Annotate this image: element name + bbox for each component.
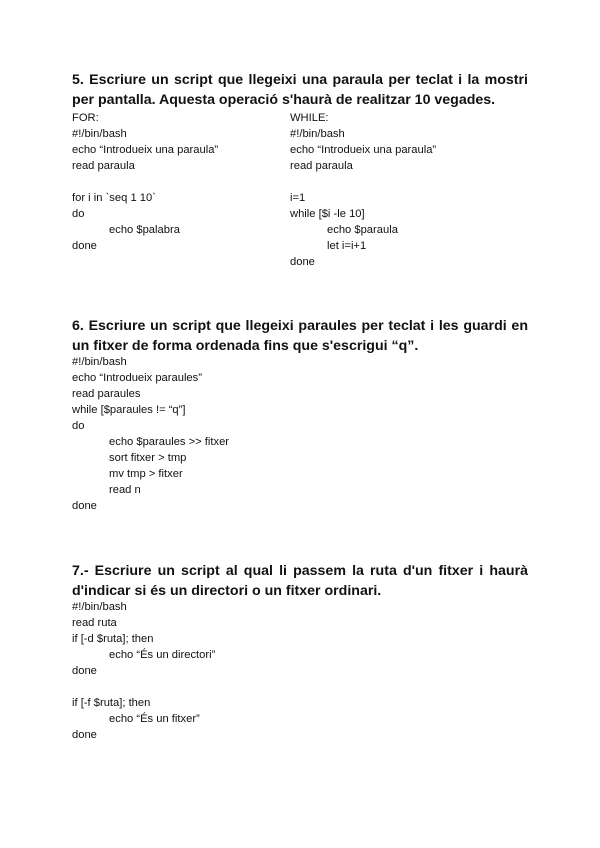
code-line: #!/bin/bash bbox=[72, 356, 127, 368]
code-line: sort fitxer > tmp bbox=[109, 452, 187, 464]
code-line: i=1 bbox=[290, 192, 306, 204]
code-line bbox=[72, 679, 215, 695]
for-script-block bbox=[72, 126, 218, 254]
code-line: read ruta bbox=[72, 617, 117, 629]
code-line: done bbox=[290, 256, 315, 268]
while-label: WHILE: bbox=[290, 112, 329, 124]
code-line: read paraules bbox=[72, 388, 141, 400]
code-line: mv tmp > fitxer bbox=[109, 468, 183, 480]
code-line: read paraula bbox=[290, 160, 353, 172]
exercise-5-heading: 5. Escriure un script que llegeixi una paraula per teclat i la mostri per pantalla. Aquesta operació s'haurà de realitzar 10 vegades. bbox=[72, 72, 528, 108]
code-line: #!/bin/bash bbox=[290, 128, 345, 140]
exercise-7-heading: 7.- Escriure un script al qual li passem la ruta d'un fitxer i haurà d'indicar si és un directori o un fitxer ordinari. bbox=[72, 563, 528, 599]
code-line: echo $palabra bbox=[109, 224, 180, 236]
for-label: FOR: bbox=[72, 112, 99, 124]
code-line: read paraula bbox=[72, 160, 135, 172]
code-line: if [-f $ruta]; then bbox=[72, 697, 151, 709]
code-line: #!/bin/bash bbox=[72, 601, 127, 613]
exercise-6-heading: 6. Escriure un script que llegeixi paraules per teclat i les guardi en un fitxer de forma ordenada fins que s'escrigui “q”. bbox=[72, 318, 528, 354]
code-line: echo “Introdueix una paraula” bbox=[290, 144, 437, 156]
code-line: echo “Introdueix paraules” bbox=[72, 372, 202, 384]
code-line: done bbox=[72, 240, 97, 252]
code-line: done bbox=[72, 729, 97, 741]
exercise-6-script-block bbox=[72, 354, 229, 514]
code-line: read n bbox=[109, 484, 141, 496]
code-line: echo $paraules >> fitxer bbox=[109, 436, 230, 448]
code-line: echo “Introdueix una paraula” bbox=[72, 144, 219, 156]
code-line: let i=i+1 bbox=[327, 240, 367, 252]
code-line: while [$i -le 10] bbox=[290, 208, 365, 220]
code-line: echo “És un fitxer” bbox=[109, 713, 200, 725]
code-line bbox=[290, 174, 436, 190]
code-line: if [-d $ruta]; then bbox=[72, 633, 154, 645]
code-line: while [$paraules != “q”] bbox=[72, 404, 186, 416]
exercise-7-script-block bbox=[72, 599, 215, 743]
code-line: for i in `seq 1 10` bbox=[72, 192, 156, 204]
while-script-block bbox=[290, 126, 436, 270]
code-line: done bbox=[72, 500, 97, 512]
code-line: echo $paraula bbox=[327, 224, 398, 236]
code-line: do bbox=[72, 420, 85, 432]
code-line: #!/bin/bash bbox=[72, 128, 127, 140]
code-line: done bbox=[72, 665, 97, 677]
code-line: echo “És un directori” bbox=[109, 649, 216, 661]
code-line bbox=[72, 174, 218, 190]
code-line: do bbox=[72, 208, 85, 220]
